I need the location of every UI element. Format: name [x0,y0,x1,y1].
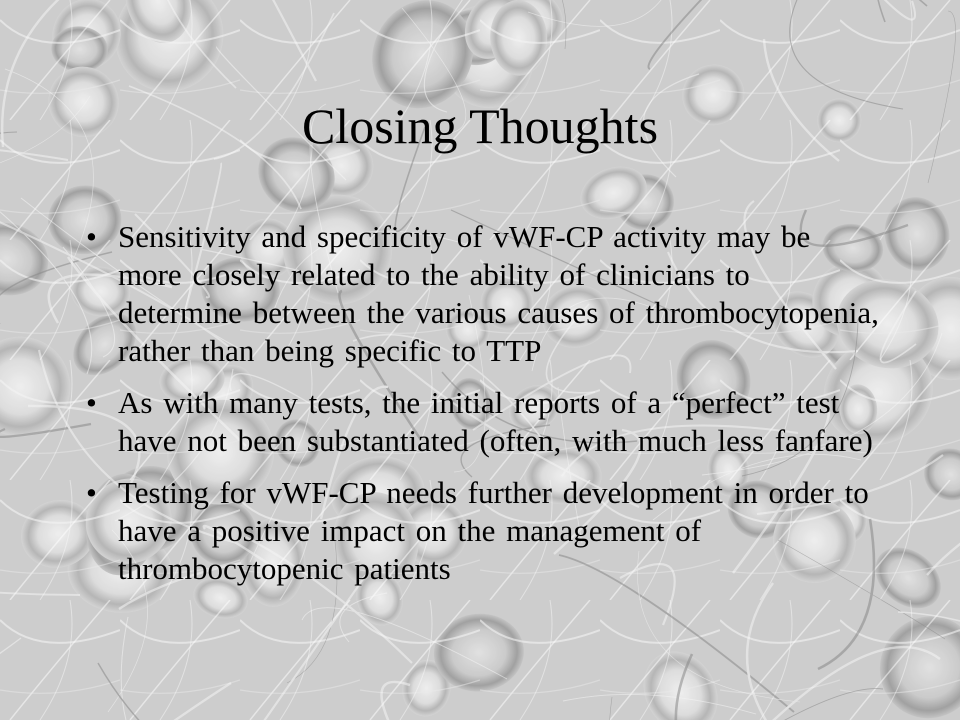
bullet-dot-icon: • [86,219,97,254]
bullet-item [80,218,880,370]
bullet-text: Sensitivity and specificity of vWF-CP activity may be more closely related to the ability of clinicians to determine between the various causes of thrombocytopenia, rather than being specific to TTP [118,219,879,368]
slide-title: Closing Thoughts [301,98,659,154]
bullet-item [80,474,880,588]
bullet-dot-icon: • [86,475,97,510]
bullet-list [80,218,880,602]
bullet-dot-icon: • [86,385,97,420]
bullet-text: As with many tests, the initial reports of a “perfect” test have not been substantiated (often, with much less fanfare) [118,385,873,458]
bullet-text: Testing for vWF-CP needs further development in order to have a positive impact on the management of thrombocytopenic patients [118,475,869,586]
bullet-item [80,384,880,460]
